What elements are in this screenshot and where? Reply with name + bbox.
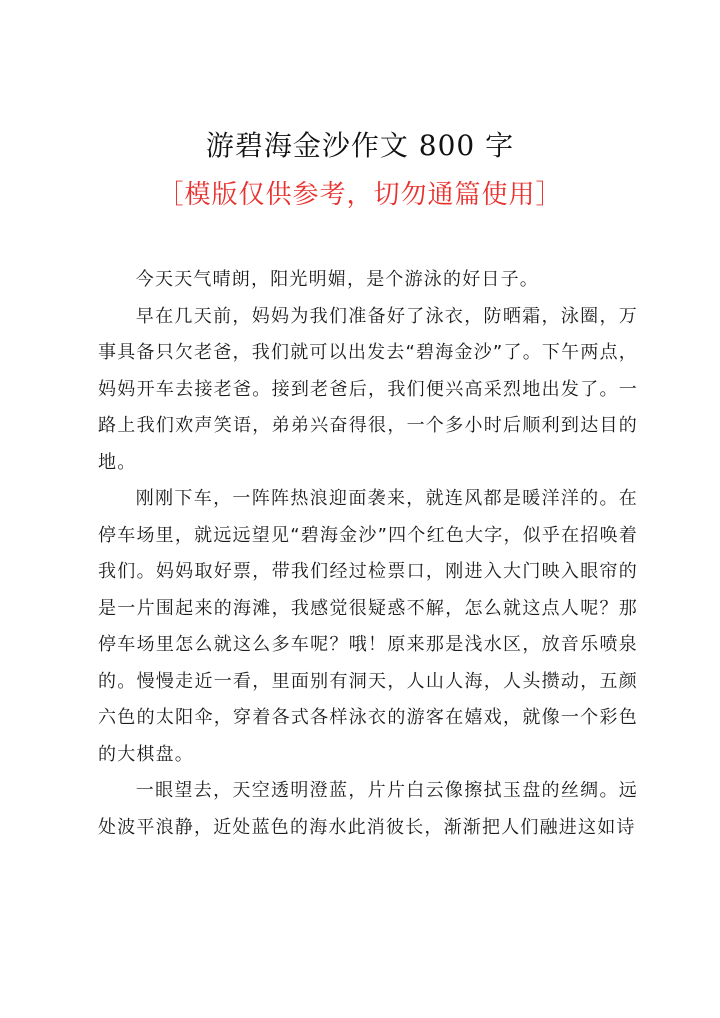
- paragraph-2: 早在几天前，妈妈为我们准备好了泳衣，防晒霜，泳圈，万事具备只欠老爸，我们就可以出发去“碧海金沙”了。下午两点，妈妈开车去接老爸。接到老爸后，我们便兴高采烈地出发了。一路上我们欢声笑语，弟弟兴奋得很，一个多小时后顺利到达目的地。: [98, 305, 638, 473]
- document-subtitle: ［模版仅供参考，切勿通篇使用］: [157, 180, 563, 210]
- paragraph-1: 今天天气晴朗，阳光明媚，是个游泳的好日子。: [135, 269, 539, 290]
- document-title: 游碧海金沙作文 800 字: [205, 129, 515, 162]
- paragraph-3: 刚刚下车，一阵阵热浪迎面袭来，就连风都是暖洋洋的。在停车场里，就远远望见“碧海金沙”四个红色大字，似乎在招唤着我们。妈妈取好票，带我们经过检票口，刚进入大门映入眼帘的是一片围起来的海滩，我感觉很疑惑不解，怎么就这点人呢？那停车场里怎么就这么多车呢？哦！原来那是浅水区，放音乐喷泉的。慢慢走近一看，里面别有洞天，人山人海，人头攒动，五颜六色的太阳伞，穿着各式各样泳衣的游客在嬉戏，就像一个彩色的大棋盘。: [98, 488, 638, 765]
- document-body: [98, 262, 638, 846]
- paragraph-4: 一眼望去，天空透明澄蓝，片片白云像擦拭玉盘的丝绸。远处波平浪静，近处蓝色的海水此消彼长，渐渐把人们融进这如诗: [98, 780, 638, 838]
